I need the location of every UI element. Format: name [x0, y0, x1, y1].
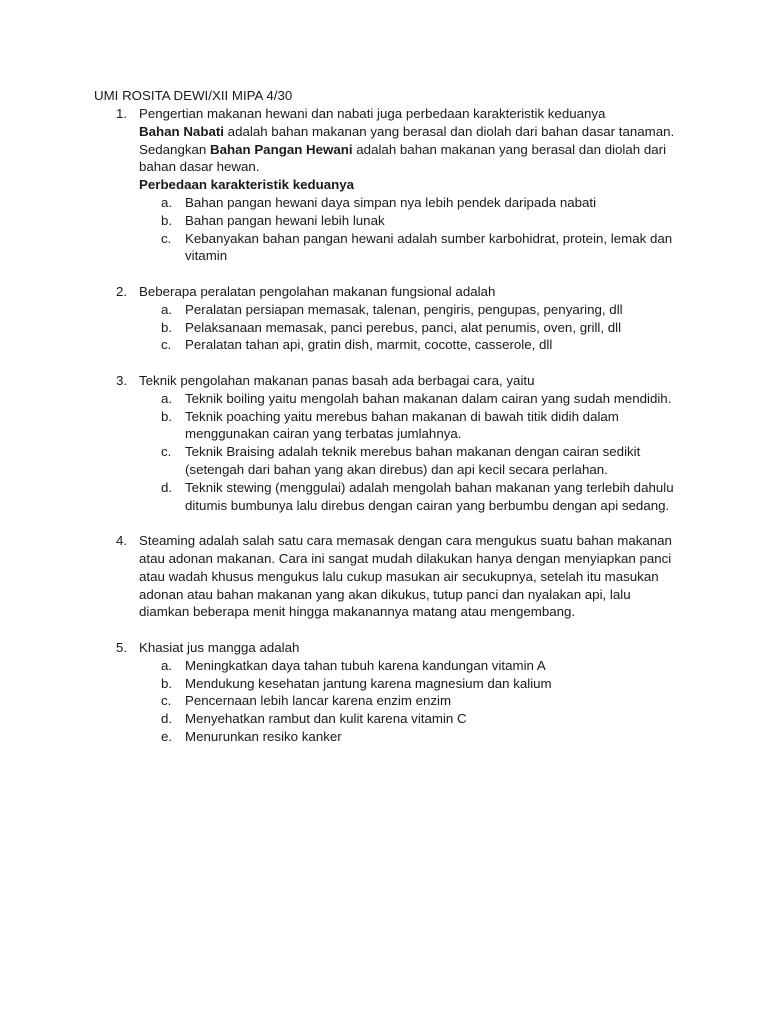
sub-list — [139, 194, 684, 265]
sub-list — [139, 657, 684, 746]
item-text: Bahan pangan hewani lebih lunak — [185, 212, 385, 228]
item-letter: e. — [161, 728, 173, 744]
definition-paragraph — [139, 123, 684, 176]
sub-list — [139, 390, 684, 515]
item-text: Teknik boiling yaitu mengolah bahan makanan dalam cairan yang sudah mendidih. — [185, 390, 672, 406]
item-text: Meningkatkan daya tahan tubuh karena kandungan vitamin A — [185, 657, 546, 673]
list-item — [139, 479, 684, 515]
list-item — [139, 710, 684, 728]
item-text: Mendukung kesehatan jantung karena magnesium dan kalium — [185, 675, 552, 691]
item-text: Peralatan tahan api, gratin dish, marmit, cocotte, casserole, dll — [185, 337, 553, 353]
item-letter: a. — [161, 194, 173, 210]
item-text: Pencernaan lebih lancar karena enzim enzim — [185, 693, 452, 709]
item-letter: a. — [161, 390, 173, 406]
list-item — [139, 319, 684, 337]
question-number: 5. — [116, 639, 128, 655]
question-number: 3. — [116, 372, 128, 388]
item-letter: b. — [161, 675, 173, 691]
question-2 — [94, 283, 684, 354]
question-answer-text: Steaming adalah salah satu cara memasak dengan cara mengukus suatu bahan makanan atau adonan makanan. Cara ini sangat mudah dilakukan hanya dengan menyiapkan panci atau wadah khusus mengukus lalu cukup masukan air secukupnya, setelah itu masukan adonan atau bahan makanan yang akan dikukus, tutup panci dan nyalakan api, lalu diamkan beberapa menit hingga makanannya matang atau mengembang. — [139, 533, 672, 620]
subheading: Perbedaan karakteristik keduanya — [139, 177, 355, 193]
list-item — [139, 692, 684, 710]
list-item — [139, 230, 684, 266]
list-item — [139, 657, 684, 675]
list-item — [139, 728, 684, 746]
question-number: 2. — [116, 283, 128, 299]
question-4 — [94, 532, 684, 621]
question-number: 4. — [116, 533, 128, 549]
question-intro: Khasiat jus mangga adalah — [139, 639, 300, 655]
item-letter: c. — [161, 230, 172, 246]
item-text: Kebanyakan bahan pangan hewani adalah sumber karbohidrat, protein, lemak dan vitamin — [185, 230, 673, 264]
item-letter: c. — [161, 444, 172, 460]
question-1 — [94, 105, 684, 265]
list-item — [139, 675, 684, 693]
question-intro: Pengertian makanan hewani dan nabati juga perbedaan karakteristik keduanya — [139, 106, 606, 121]
list-item — [139, 194, 684, 212]
item-text: Bahan pangan hewani daya simpan nya lebih pendek daripada nabati — [185, 194, 597, 210]
item-letter: b. — [161, 212, 173, 228]
list-item — [139, 443, 684, 479]
item-letter: d. — [161, 479, 173, 495]
question-intro: Beberapa peralatan pengolahan makanan fungsional adalah — [139, 283, 496, 299]
item-text: Teknik poaching yaitu merebus bahan makanan di bawah titik didih dalam menggunakan cairan yang terbatas jumlahnya. — [185, 408, 619, 442]
item-text: Teknik Braising adalah teknik merebus bahan makanan dengan cairan sedikit (setengah dari bahan yang akan direbus) dan api kecil secara perlahan. — [185, 444, 641, 477]
item-letter: d. — [161, 711, 173, 727]
item-text: Menyehatkan rambut dan kulit karena vitamin C — [185, 711, 467, 727]
definition-text: adalah bahan makanan yang berasal dan diolah dari bahan dasar hewan. — [139, 141, 667, 175]
document-header: UMI ROSITA DEWI/XII MIPA 4/30 — [94, 88, 293, 103]
term-bahan-nabati: Bahan Nabati — [139, 123, 224, 139]
item-letter: b. — [161, 408, 173, 424]
list-item — [139, 408, 684, 444]
question-3 — [94, 372, 684, 514]
list-item — [139, 336, 684, 354]
list-item — [139, 390, 684, 408]
item-text: Pelaksanaan memasak, panci perebus, panci, alat penumis, oven, grill, dll — [185, 319, 622, 335]
definition-text: adalah bahan makanan yang berasal dan diolah dari bahan dasar tanaman. Sedangkan — [139, 123, 675, 157]
term-bahan-pangan-hewani: Bahan Pangan Hewani — [209, 141, 353, 157]
item-letter: a. — [161, 301, 173, 317]
list-item — [139, 212, 684, 230]
question-list — [94, 105, 684, 763]
item-letter: c. — [161, 693, 172, 709]
sub-list — [139, 301, 684, 354]
item-letter: c. — [161, 337, 172, 353]
question-number: 1. — [116, 106, 128, 121]
question-5 — [94, 639, 684, 746]
item-text: Teknik stewing (menggulai) adalah mengolah bahan makanan yang terlebih dahulu ditumis bumbunya lalu direbus dengan cairan yang berbumbu dengan api sedang. — [185, 479, 674, 513]
item-text: Menurunkan resiko kanker — [185, 728, 342, 744]
item-letter: b. — [161, 319, 173, 335]
list-item — [139, 301, 684, 319]
item-letter: a. — [161, 657, 173, 673]
question-intro: Teknik pengolahan makanan panas basah ada berbagai cara, yaitu — [139, 372, 535, 388]
item-text: Peralatan persiapan memasak, talenan, pengiris, pengupas, penyaring, dll — [185, 301, 623, 317]
